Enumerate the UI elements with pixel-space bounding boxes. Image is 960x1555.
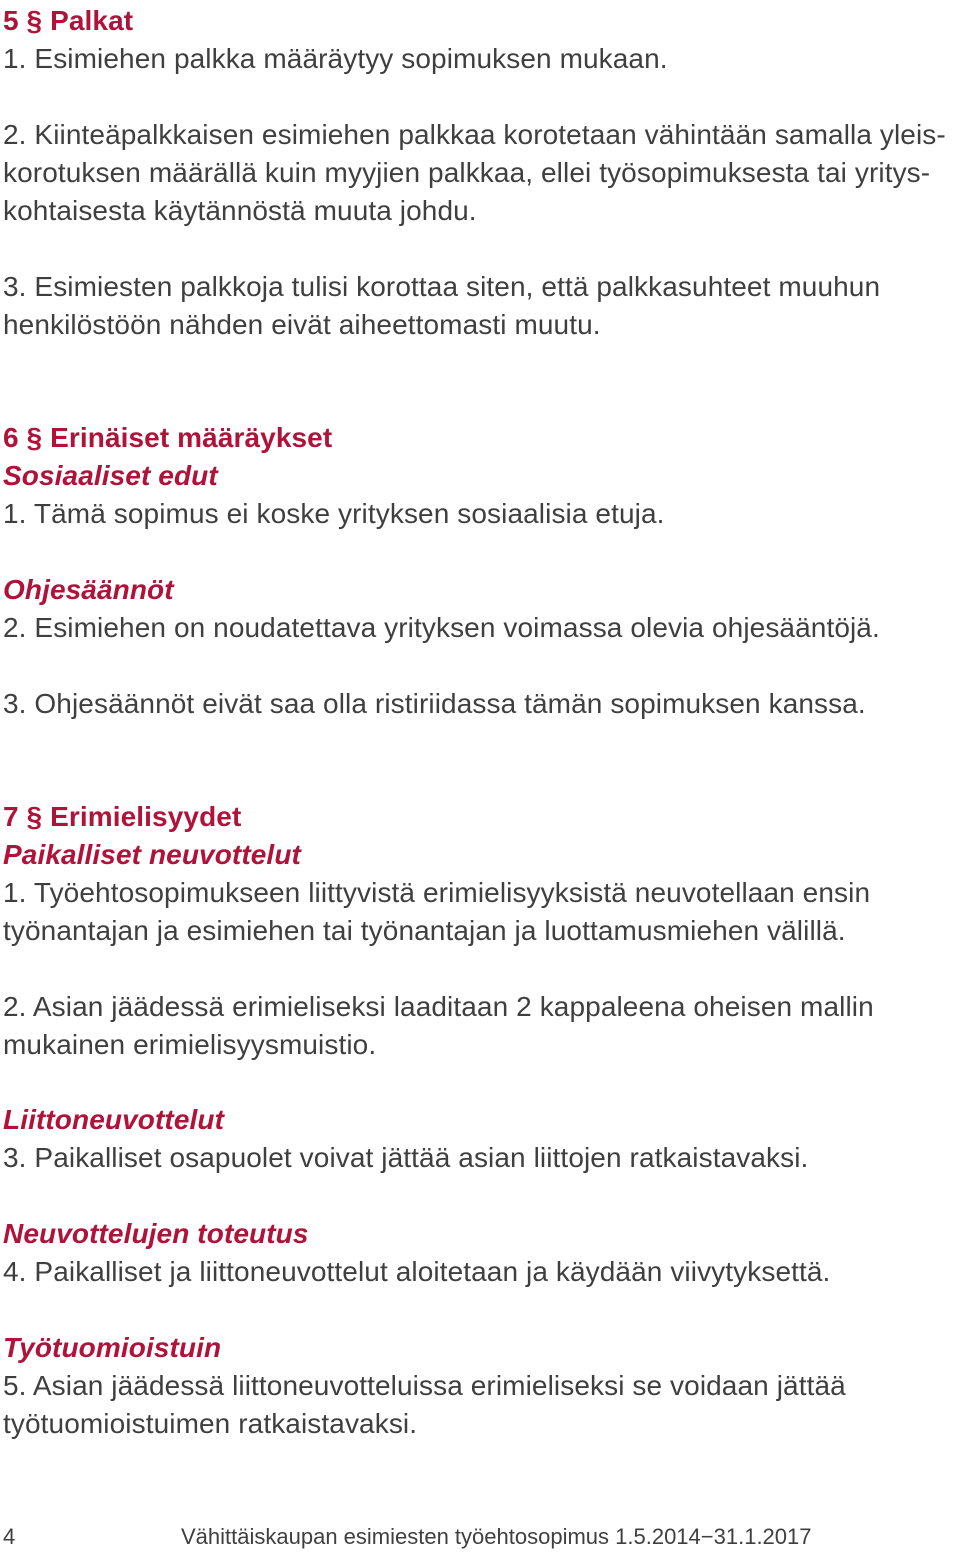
section-5-paragraph-1: 1. Esimiehen palkka määräytyy sopimuksen mukaan. [3,43,668,74]
section-7-subheading-union-negotiations: Liittoneuvottelut [3,1104,224,1135]
section-5-paragraph-3-line-2: henkilöstöön nähden eivät aiheettomasti muutu. [3,309,601,340]
section-7-subheading-local-negotiations: Paikalliset neuvottelut [3,839,301,870]
section-7-paragraph-2-line-1: 2. Asian jäädessä erimieliseksi laaditaan 2 kappaleena oheisen mallin [3,991,874,1022]
section-7-paragraph-2-line-2: mukainen erimielisyysmuistio. [3,1029,377,1060]
section-7-subheading-negotiation-execution: Neuvottelujen toteutus [3,1218,309,1249]
section-5-heading: 5 § Palkat [3,5,134,36]
section-5-paragraph-2-line-2: korotuksen määrällä kuin myyjien palkkaa, ellei työsopimuksesta tai yritys- [3,157,931,188]
section-6-subheading-regulations: Ohjesäännöt [3,574,174,605]
section-5-paragraph-3-line-1: 3. Esimiesten palkkoja tulisi korottaa siten, että palkkasuhteet muuhun [3,271,881,302]
section-6-paragraph-3: 3. Ohjesäännöt eivät saa olla ristiriidassa tämän sopimuksen kanssa. [3,688,866,719]
section-6-subheading-social-benefits: Sosiaaliset edut [3,460,218,491]
section-5-paragraph-2-line-3: kohtaisesta käytännöstä muuta johdu. [3,195,477,226]
section-7-paragraph-3: 3. Paikalliset osapuolet voivat jättää asian liittojen ratkaistavaksi. [3,1142,809,1173]
page-number: 4 [3,1524,16,1549]
section-6-paragraph-2: 2. Esimiehen on noudatettava yrityksen voimassa olevia ohjesääntöjä. [3,612,880,643]
section-6-heading: 6 § Erinäiset määräykset [3,422,333,453]
footer-document-title: Vähittäiskaupan esimiesten työehtosopimus 1.5.2014−31.1.2017 [181,1524,812,1549]
section-7-paragraph-1-line-1: 1. Työehtosopimukseen liittyvistä erimielisyyksistä neuvotellaan ensin [3,877,871,908]
section-7-heading: 7 § Erimielisyydet [3,801,242,832]
page-footer [3,1522,812,1552]
section-7-paragraph-4: 4. Paikalliset ja liittoneuvottelut aloitetaan ja käydään viivytyksettä. [3,1256,831,1287]
section-6-paragraph-1: 1. Tämä sopimus ei koske yrityksen sosiaalisia etuja. [3,498,665,529]
section-7-subheading-labour-court: Työtuomioistuin [3,1332,222,1363]
section-7-paragraph-5-line-2: työtuomioistuimen ratkaistavaksi. [3,1408,418,1439]
section-7-paragraph-1-line-2: työnantajan ja esimiehen tai työnantajan ja luottamusmiehen välillä. [3,915,846,946]
section-5-paragraph-2-line-1: 2. Kiinteäpalkkaisen esimiehen palkkaa korotetaan vähintään samalla yleis- [3,119,946,150]
section-7-paragraph-5-line-1: 5. Asian jäädessä liittoneuvotteluissa erimieliseksi se voidaan jättää [3,1370,846,1401]
